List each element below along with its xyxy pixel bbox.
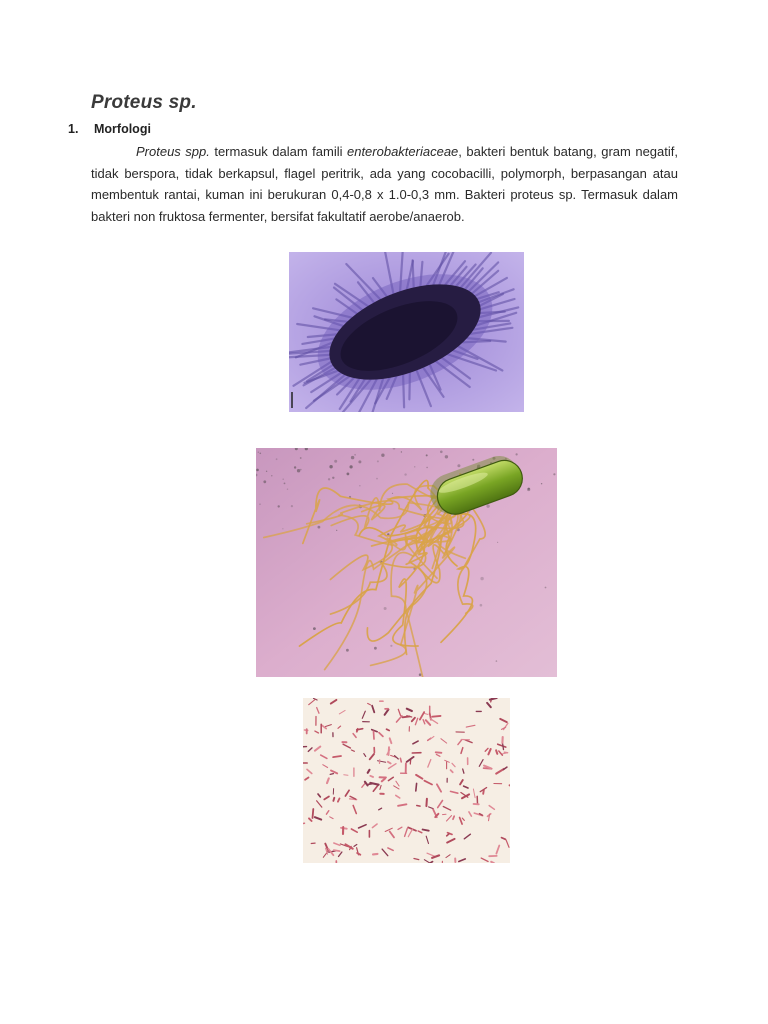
debris-speck: [291, 505, 293, 507]
debris-speck: [282, 528, 283, 529]
bacterial-rod: [334, 850, 340, 851]
bacterial-rod: [417, 806, 420, 807]
bacterial-rod: [333, 756, 341, 757]
bacterial-rod: [303, 823, 305, 824]
bacterial-rod: [426, 799, 427, 806]
debris-speck: [258, 452, 259, 453]
bacterial-rod: [483, 790, 484, 794]
debris-speck: [313, 627, 316, 630]
debris-speck: [284, 483, 286, 485]
debris-speck: [332, 477, 334, 479]
gram-stain-micrograph-image: [303, 698, 510, 863]
debris-speck: [445, 455, 448, 458]
family-name: enterobakteriaceae: [346, 144, 459, 159]
debris-speck: [282, 478, 284, 480]
debris-speck: [440, 451, 443, 454]
debris-speck: [271, 475, 272, 476]
bacterial-rod: [313, 809, 314, 818]
debris-speck: [553, 473, 555, 475]
debris-speck: [351, 456, 354, 459]
debris-speck: [276, 458, 278, 460]
debris-speck: [278, 505, 280, 507]
gram-stain-micrograph-illustration: [303, 698, 510, 863]
morphology-paragraph: [91, 141, 678, 227]
debris-speck: [414, 466, 415, 467]
debris-speck: [472, 459, 474, 461]
genus-name: Proteus spp.: [136, 144, 210, 159]
bacterial-rod: [503, 744, 504, 750]
bacterial-rod: [387, 729, 390, 730]
debris-speck: [287, 489, 288, 490]
bacterial-rod: [432, 716, 440, 717]
bacterial-rod: [330, 774, 333, 775]
debris-speck: [480, 604, 483, 607]
debris-speck: [404, 473, 406, 475]
debris-speck: [392, 493, 393, 494]
debris-speck: [496, 660, 498, 662]
debris-speck: [328, 478, 330, 480]
flagellated-bacterium-image: [256, 448, 557, 677]
bacterial-rod: [357, 729, 363, 730]
debris-speck: [300, 457, 302, 459]
debris-speck: [390, 645, 392, 647]
section-heading-text: Morfologi: [94, 122, 151, 136]
bacterial-rod: [374, 731, 375, 739]
stained-bacterium-illustration: [289, 252, 524, 412]
bacterial-rod: [333, 798, 334, 801]
debris-speck: [347, 473, 350, 476]
debris-speck: [497, 542, 498, 543]
debris-speck: [457, 464, 460, 467]
debris-speck: [263, 480, 266, 483]
debris-speck: [358, 460, 361, 463]
bacterial-rod: [423, 830, 429, 831]
debris-speck: [376, 478, 378, 480]
debris-speck: [336, 530, 337, 531]
debris-speck: [516, 453, 518, 455]
bacterial-rod: [491, 862, 494, 863]
bacterial-rod: [344, 775, 348, 776]
debris-speck: [334, 460, 337, 463]
bacterial-rod: [389, 747, 390, 755]
paragraph-text-1: termasuk dalam famili: [209, 144, 347, 159]
debris-speck: [426, 467, 427, 468]
bacterial-rod: [373, 854, 378, 855]
debris-speck: [486, 504, 489, 507]
bacterial-rod: [370, 776, 373, 777]
section-number: 1.: [68, 122, 79, 136]
debris-speck: [346, 649, 349, 652]
paragraph-text-2: , bakteri bentuk batang, gram negatif, tidak berspora, tidak berkapsul, flagel peritrik, ada yang cocobacilli, polymorph, berpasangan atau membentuk rantai, kuman ini berukuran 0,4-0,8 x 1.0-0,3 mm. Bakteri proteus sp. Termasuk dalam bakteri non fruktosa fermenter, bersifat fakultatif aerobe/anaerob.: [91, 144, 678, 224]
debris-speck: [541, 483, 542, 484]
debris-speck: [300, 469, 302, 471]
document-title: Proteus sp.: [91, 92, 197, 113]
debris-speck: [259, 504, 260, 505]
bacterial-rod: [400, 758, 401, 762]
debris-speck: [260, 453, 262, 455]
bacterial-rod: [453, 816, 454, 819]
debris-speck: [419, 673, 422, 676]
debris-speck: [401, 451, 402, 452]
bacterial-rod: [496, 750, 497, 754]
debris-speck: [256, 469, 259, 472]
debris-speck: [354, 454, 356, 456]
debris-speck: [377, 460, 379, 462]
debris-speck: [329, 465, 332, 468]
debris-speck: [426, 454, 428, 456]
debris-speck: [545, 587, 547, 589]
debris-speck: [384, 607, 387, 610]
section-heading: [68, 122, 151, 136]
debris-speck: [266, 471, 267, 472]
debris-speck: [359, 485, 360, 486]
bacterial-rod: [504, 752, 507, 753]
debris-speck: [381, 454, 384, 457]
debris-speck: [480, 577, 483, 580]
bacterial-rod: [416, 783, 417, 791]
stained-bacterium-image: [289, 252, 524, 412]
debris-speck: [374, 647, 377, 650]
bacterial-rod: [436, 752, 442, 753]
debris-speck: [318, 526, 321, 529]
debris-speck: [527, 488, 530, 491]
debris-speck: [294, 466, 296, 468]
debris-speck: [297, 469, 300, 472]
debris-speck: [350, 465, 353, 468]
flagellated-bacterium-illustration: [256, 448, 557, 677]
